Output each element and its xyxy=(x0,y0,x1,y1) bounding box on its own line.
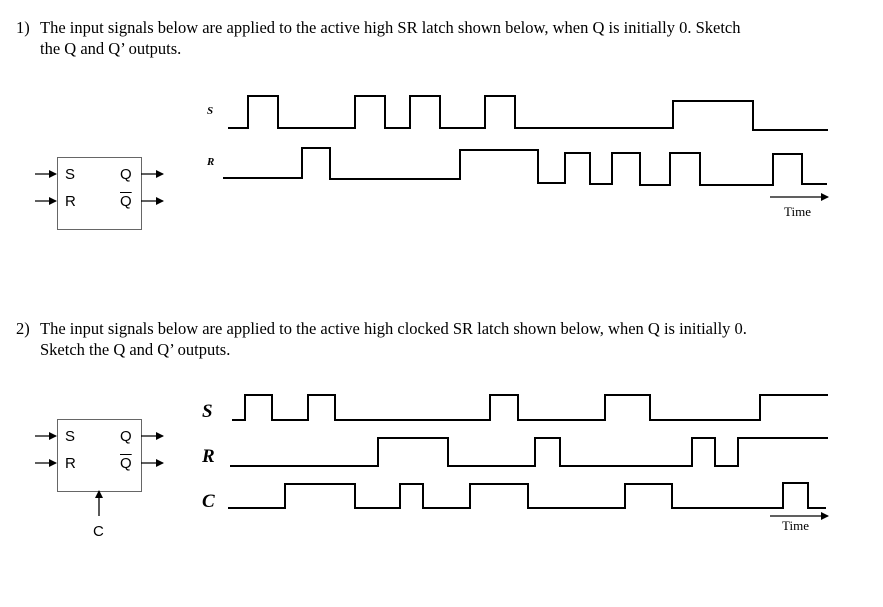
q2-c-waveform xyxy=(228,483,826,508)
latch-1-arrows xyxy=(35,174,163,201)
latch-1-input-r: R xyxy=(65,193,76,210)
question-2-line-2: Sketch the Q and Q’ outputs. xyxy=(40,340,231,359)
question-1-line-1: The input signals below are applied to the active high SR latch shown below, when Q is initially 0. Sketch xyxy=(40,18,741,37)
q1-s-waveform xyxy=(228,96,828,130)
q1-signal-s-label: S xyxy=(207,105,214,117)
question-1-line-2: the Q and Q’ outputs. xyxy=(40,39,182,58)
q1-r-waveform xyxy=(223,148,827,185)
latch-2-arrows xyxy=(35,436,163,516)
question-2-number: 2) xyxy=(16,319,30,338)
latch-2-output-q: Q xyxy=(120,428,132,445)
q1-time-label: Time xyxy=(784,204,811,219)
q2-signal-r-label: R xyxy=(202,446,215,467)
q2-r-waveform xyxy=(230,438,828,466)
question-1-number: 1) xyxy=(16,18,30,37)
latch-1-output-qbar: $\overline{Q}$ xyxy=(120,193,132,210)
question-2-line-1: The input signals below are applied to the active high clocked SR latch shown below, when Q is initially 0. xyxy=(40,319,747,338)
q2-signal-c-label: C xyxy=(202,491,215,512)
latch-2-input-s: S xyxy=(65,428,76,445)
latch-1-input-s: S xyxy=(65,166,76,183)
q2-time-label: Time xyxy=(782,518,809,533)
latch-1-output-q: Q xyxy=(120,166,132,183)
q2-signal-s-label: S xyxy=(202,401,213,422)
q1-signal-r-label: R xyxy=(207,156,215,168)
q2-s-waveform xyxy=(232,395,828,420)
latch-2-clock-label: C xyxy=(93,523,104,540)
latch-2-input-r: R xyxy=(65,455,76,472)
latch-2-output-qbar: $\overline{Q}$ xyxy=(120,455,132,472)
